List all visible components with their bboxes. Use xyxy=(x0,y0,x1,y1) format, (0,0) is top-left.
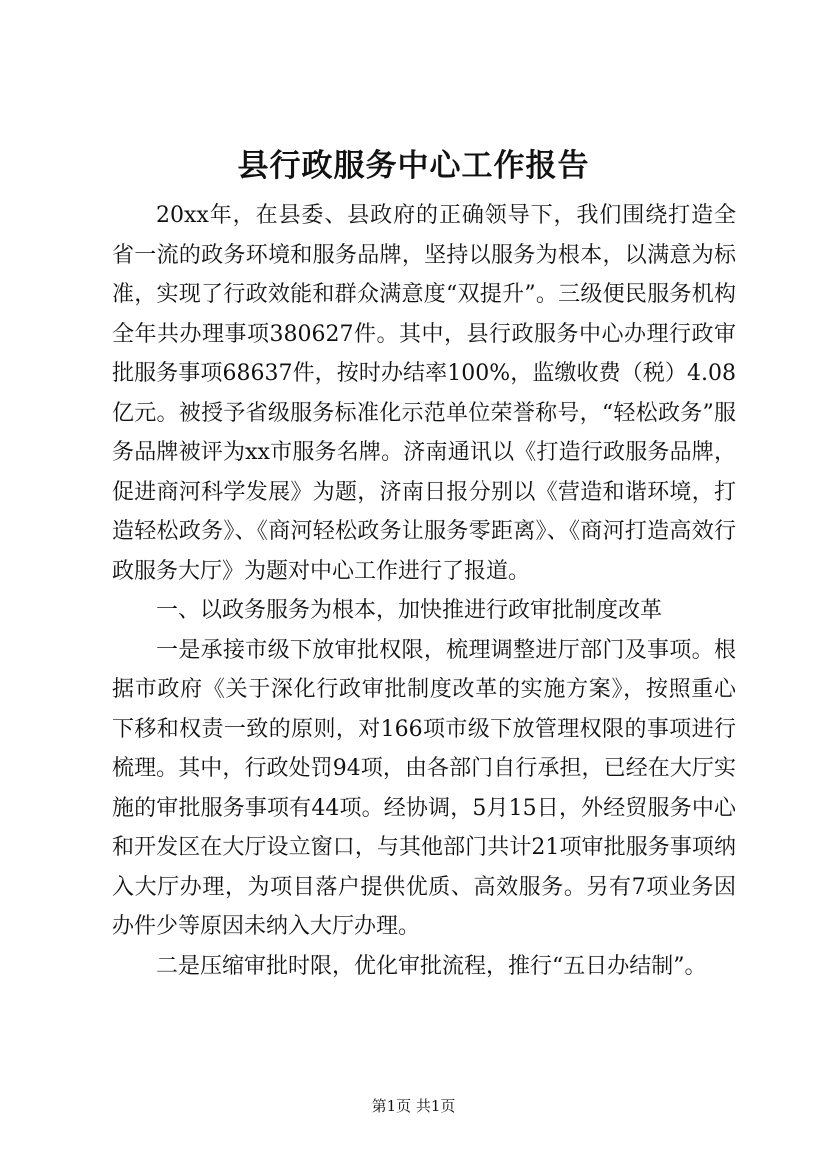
document-title: 县行政服务中心工作报告 xyxy=(237,148,590,184)
page-footer: 第1页 共1页 xyxy=(371,1097,456,1115)
paragraph-item-two: 二是压缩审批时限，优化审批流程，推行“五日办结制”。 xyxy=(156,953,707,979)
paragraph-summary: 20xx年，在县委、县政府的正确领导下，我们围绕打造全省一流的政务环境和服务品牌，坚持以服务为根本，以满意为标准，实现了行政效能和群众满意度“双提升”。三级便民服务机构全年共办理事项380627件。其中，县行政服务中心办理行政审批服务事项68637件，按时办结率100%，监缴收费（税）4.08亿元。被授予省级服务标准化示范单位荣誉称号，“轻松政务”服务品牌被评为xx市服务名牌。济南通讯以《打造行政服务品牌，促进商河科学发展》为题，济南日报分别以《营造和谐环境，打造轻松政务》、《商河轻松政务让服务零距离》、《商河打造高效行政服务大厅》为题对中心工作进行了报道。 xyxy=(112,203,736,584)
section-heading: 一、以政务服务为根本，加快推进行政审批制度改革 xyxy=(156,598,663,623)
paragraph-item-one: 一是承接市级下放审批权限，梳理调整进厅部门及事项。根据市政府《关于深化行政审批制度改革的实施方案》，按照重心下移和权责一致的原则，对166项市级下放管理权限的事项进行梳理。其中，行政处罚94项，由各部门自行承担，已经在大厅实施的审批服务事项有44项。经协调，5月15日，外经贸服务中心和开发区在大厅设立窗口，与其他部门共计21项审批服务事项纳入大厅办理，为项目落户提供优质、高效服务。另有7项业务因办件少等原因未纳入大厅办理。 xyxy=(112,637,736,939)
document-body xyxy=(112,196,736,986)
